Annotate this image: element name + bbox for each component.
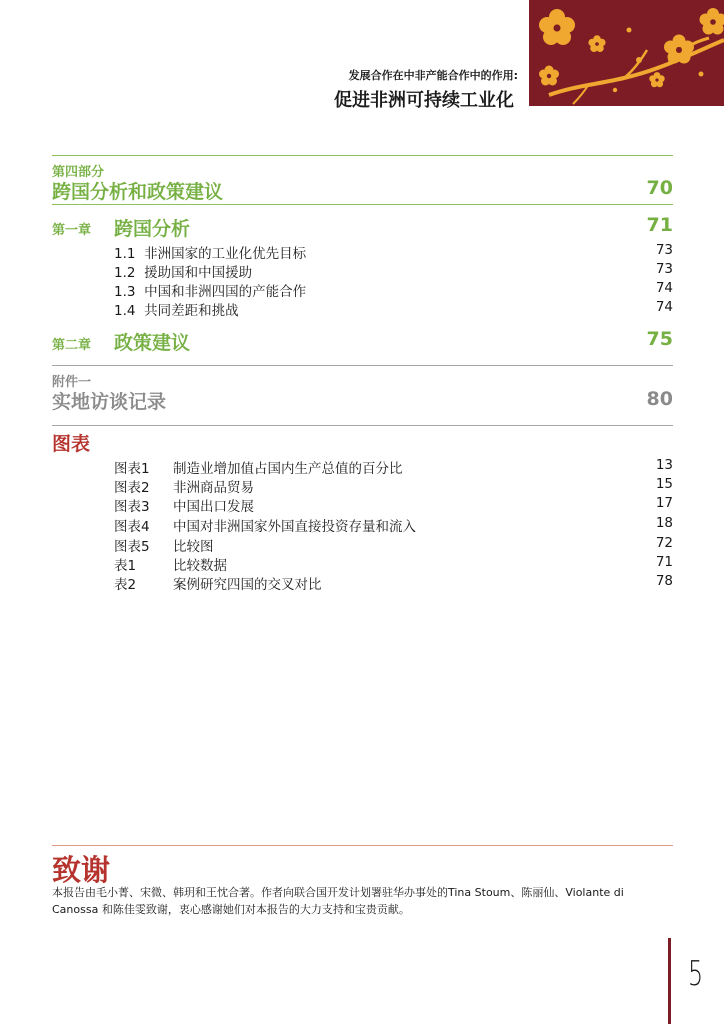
divider-acknowledgements [52, 845, 673, 846]
figure-label: 图表1 [114, 461, 150, 477]
figure-label: 图表5 [114, 539, 150, 555]
toc-item-number: 1.1 [114, 246, 136, 262]
chapter2-title: 政策建议 [114, 332, 191, 354]
toc-item [114, 280, 306, 300]
toc-item-number: 1.2 [114, 265, 136, 281]
chapter1-label: 第一章 [52, 223, 92, 238]
divider-part4-bottom [52, 204, 673, 205]
toc-item [114, 299, 239, 319]
figure-page: 15 [655, 476, 673, 492]
toc-item-page: 73 [655, 261, 673, 277]
report-subtitle: 发展合作在中非产能合作中的作用: [348, 69, 518, 82]
table-label: 表2 [114, 577, 137, 593]
table-title: 案例研究四国的交叉对比 [173, 577, 322, 593]
toc-item-page: 74 [655, 299, 673, 315]
figure-page: 72 [655, 535, 673, 551]
toc-item [114, 261, 252, 281]
figure-title: 非洲商品贸易 [173, 480, 254, 496]
figure-page: 13 [655, 457, 673, 473]
page-number: 5 [688, 954, 704, 994]
toc-item-number: 1.3 [114, 284, 136, 300]
toc-item-number: 1.4 [114, 303, 136, 319]
chapter1-page: 71 [646, 214, 673, 236]
divider-annex-bottom [52, 425, 673, 426]
figure-title: 制造业增加值占国内生产总值的百分比 [173, 461, 403, 477]
part4-label: 第四部分 [52, 165, 105, 180]
figure-label: 图表2 [114, 480, 150, 496]
annex1-title: 实地访谈记录 [52, 391, 167, 413]
figure-title: 比较图 [173, 539, 214, 555]
page-number-bar [668, 938, 671, 1024]
figure-page: 18 [655, 515, 673, 531]
chapter2-page: 75 [646, 328, 673, 350]
figure-title: 中国出口发展 [173, 499, 254, 515]
toc-item [114, 242, 306, 262]
toc-item-text: 中国和非洲四国的产能合作 [144, 284, 307, 300]
table-page: 78 [655, 573, 673, 589]
table-page: 71 [655, 554, 673, 570]
chapter2-label: 第二章 [52, 338, 92, 353]
toc-item-page: 73 [655, 242, 673, 258]
plum-blossom-illustration [529, 0, 724, 106]
part4-title: 跨国分析和政策建议 [52, 181, 224, 203]
report-title: 促进非洲可持续工业化 [334, 90, 514, 111]
toc-item-text: 共同差距和挑战 [144, 303, 239, 319]
toc-item-text: 非洲国家的工业化优先目标 [144, 246, 307, 262]
figure-label: 图表4 [114, 519, 150, 535]
figures-heading: 图表 [52, 433, 91, 455]
annex1-page: 80 [646, 388, 673, 410]
annex1-label: 附件一 [52, 375, 92, 390]
part4-page: 70 [646, 177, 673, 199]
toc-item-page: 74 [655, 280, 673, 296]
table-label: 表1 [114, 558, 137, 574]
acknowledgements-body: 本报告由毛小菁、宋微、韩玥和王忱合著。作者向联合国开发计划署驻华办事处的Tina Stoum、陈丽仙、Violante di Canossa 和陈佳雯致谢，衷心感谢她们对本报告的大力支持和宝贵贡献。 [52, 886, 624, 916]
divider-part4 [52, 155, 673, 156]
toc-item-text: 援助国和中国援助 [144, 265, 253, 281]
chapter1-title: 跨国分析 [114, 218, 191, 240]
figure-label: 图表3 [114, 499, 150, 515]
divider-annex [52, 365, 673, 366]
figure-title: 中国对非洲国家外国直接投资存量和流入 [173, 519, 416, 535]
figure-page: 17 [655, 495, 673, 511]
table-title: 比较数据 [173, 558, 227, 574]
acknowledgements-title: 致谢 [52, 853, 111, 887]
